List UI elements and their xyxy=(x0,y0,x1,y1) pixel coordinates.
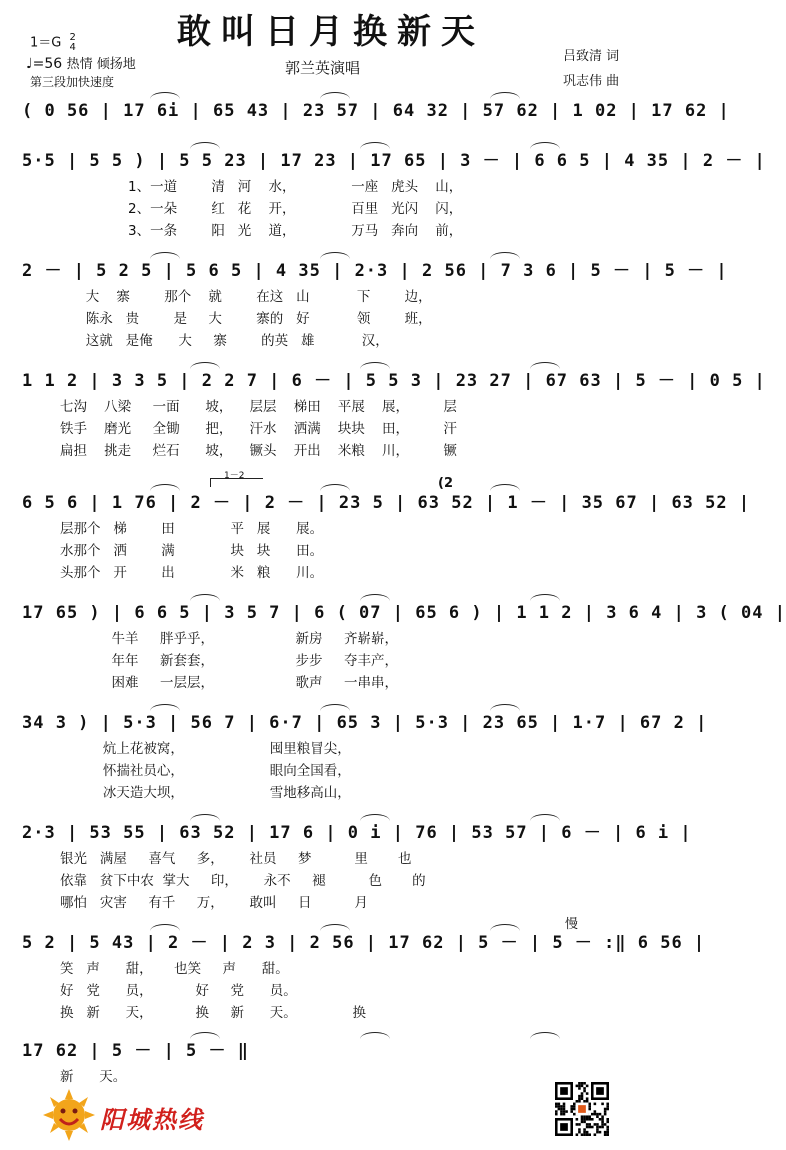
slur-mark xyxy=(360,142,390,149)
slur-mark xyxy=(150,924,180,931)
slur-mark xyxy=(190,594,220,601)
slur-mark xyxy=(360,1032,390,1039)
lyric-line: 层那个 梯 田 平 展 展。 xyxy=(60,521,324,537)
slur-mark xyxy=(490,92,520,99)
lyricist-credit: 吕致清 词 xyxy=(563,49,620,64)
lyric-line: 3、一条 阳 光 道， 万马 奔向 前， xyxy=(128,223,463,239)
slur-mark xyxy=(190,362,220,369)
song-title: 敢叫日月换新天 xyxy=(177,12,485,52)
lyric-line: 大 寨 那个 就 在这 山 下 边， xyxy=(60,289,432,305)
slow-mark: 慢 xyxy=(565,917,579,932)
slur-mark xyxy=(360,814,390,821)
lyric-line: 这就 是俺 大 寨 的英 雄 汉， xyxy=(60,333,389,349)
sun-logo-icon xyxy=(40,1089,98,1141)
slur-mark xyxy=(530,142,560,149)
time-denominator: 4 xyxy=(69,42,76,53)
slur-mark xyxy=(320,92,350,99)
time-numerator: 2 xyxy=(69,32,76,43)
slur-mark xyxy=(490,704,520,711)
qr-code-icon xyxy=(555,1082,609,1136)
notation-line: 2 － | 5 2 5 | 5 6 5 | 4 35 | 2·3 | 2 56 | 7 3 6 | 5 － | 5 － | xyxy=(22,261,728,281)
lyric-line: 炕上花被窝， 囤里粮冒尖， xyxy=(60,741,351,757)
lyric-line: 扁担 挑走 烂石 坡， 镢头 开出 米粮 川， 镢 xyxy=(60,443,457,459)
slur-mark xyxy=(320,704,350,711)
notation-line: 6 5 6 | 1 76 | 2 － | 2 － | 23 5 | 63 52 | 1 － | 35 67 | 63 52 | xyxy=(22,493,751,513)
lyric-line: 哪怕 灾害 有千 万， 敢叫 日 月 xyxy=(60,895,368,911)
notation-line: 1 1 2 | 3 3 5 | 2 2 7 | 6 － | 5 5 3 | 23 27 | 67 63 | 5 － | 0 5 | xyxy=(22,371,766,391)
notation-line: 2·3 | 53 55 | 63 52 | 17 6 | 0 i | 76 | 53 57 | 6 － | 6 i | xyxy=(22,823,692,843)
slur-mark xyxy=(320,924,350,931)
lyric-line: 好 党 员， 好 党 员。 xyxy=(60,983,297,999)
tempo-note: 第三段加快速度 xyxy=(30,75,115,89)
slur-mark xyxy=(530,362,560,369)
slur-mark xyxy=(530,1032,560,1039)
lyric-line: 新 天。 xyxy=(60,1069,127,1085)
notation-line: 34 3 ) | 5·3 | 56 7 | 6·7 | 65 3 | 5·3 | 23 65 | 1·7 | 67 2 | xyxy=(22,713,708,733)
notation-line: 17 62 | 5 － | 5 － ‖ xyxy=(22,1041,249,1061)
slur-mark xyxy=(320,252,350,259)
key-label: 1＝G xyxy=(30,35,62,51)
lyric-line: 牛羊 胖乎乎， 新房 齐崭崭， xyxy=(60,631,398,647)
notation-line: 5 2 | 5 43 | 2 － | 2 3 | 2 56 | 17 62 | 5 － | 5 － :‖ 6 56 | xyxy=(22,933,706,953)
lyric-line: 依靠 贫下中农 掌大 印， 永不 褪 色 的 xyxy=(60,873,426,889)
slur-mark xyxy=(530,594,560,601)
slur-mark xyxy=(190,1032,220,1039)
lyric-line: 困难 一层层， 歌声 一串串， xyxy=(60,675,398,691)
slur-mark xyxy=(530,814,560,821)
lyric-line: 铁手 磨光 全锄 把， 汗水 洒满 块块 田， 汗 xyxy=(60,421,457,437)
notation-line: ( 0 56 | 17 6i | 65 43 | 23 57 | 64 32 | 57 62 | 1 02 | 17 62 | xyxy=(22,101,730,121)
time-signature xyxy=(70,33,76,53)
slur-mark xyxy=(190,142,220,149)
slur-mark xyxy=(490,484,520,491)
lyric-line: 2、一朵 红 花 开， 百里 光闪 闪， xyxy=(128,201,463,217)
tempo-mark: ♩=56 xyxy=(26,56,63,72)
slur-mark xyxy=(150,704,180,711)
volta-label: 1－2 xyxy=(224,471,245,481)
lyric-line: 陈永 贵 是 大 寨的 好 领 班， xyxy=(60,311,432,327)
lyric-line: 换 新 天， 换 新 天。 换 xyxy=(60,1005,367,1021)
slur-mark xyxy=(320,484,350,491)
lyric-line: 怀揣社员心， 眼向全国看， xyxy=(60,763,351,779)
logo-text: 阳城热线 xyxy=(100,1105,204,1134)
slur-mark xyxy=(360,594,390,601)
slur-mark xyxy=(150,484,180,491)
composer-credit: 巩志伟 曲 xyxy=(563,74,620,89)
lyric-line: 七沟 八梁 一面 坡， 层层 梯田 平展 展， 层 xyxy=(60,399,457,415)
slur-mark xyxy=(150,92,180,99)
lyric-line: 笑 声 甜， 也笑 声 甜。 xyxy=(60,961,289,977)
lyric-line: 水那个 洒 满 块 块 田。 xyxy=(60,543,324,559)
lyric-line: 银光 满屋 喜气 多， 社员 梦 里 也 xyxy=(60,851,412,867)
key-signature xyxy=(30,33,76,53)
volta2-label: (2 xyxy=(438,476,453,491)
lyric-line: 年年 新套套， 步步 夺丰产， xyxy=(60,653,398,669)
slur-mark xyxy=(150,252,180,259)
notation-line: 5·5 | 5 5 ) | 5 5 23 | 17 23 | 17 65 | 3 － | 6 6 5 | 4 35 | 2 － | xyxy=(22,151,766,171)
slur-mark xyxy=(490,924,520,931)
lyric-line: 1、一道 清 河 水， 一座 虎头 山， xyxy=(128,179,463,195)
slur-mark xyxy=(360,362,390,369)
lyric-line: 头那个 开 出 米 粮 川。 xyxy=(60,565,324,581)
slur-mark xyxy=(490,252,520,259)
tempo-line xyxy=(26,56,136,73)
expression-mark: 热情 倾扬地 xyxy=(66,57,136,72)
slur-mark xyxy=(190,814,220,821)
notation-line: 17 65 ) | 6 6 5 | 3 5 7 | 6 ( 07 | 65 6 ) | 1 1 2 | 3 6 4 | 3 ( 04 | xyxy=(22,603,786,623)
lyric-line: 冰天造大坝， 雪地移高山， xyxy=(60,785,351,801)
singer-credit: 郭兰英演唱 xyxy=(285,59,361,77)
